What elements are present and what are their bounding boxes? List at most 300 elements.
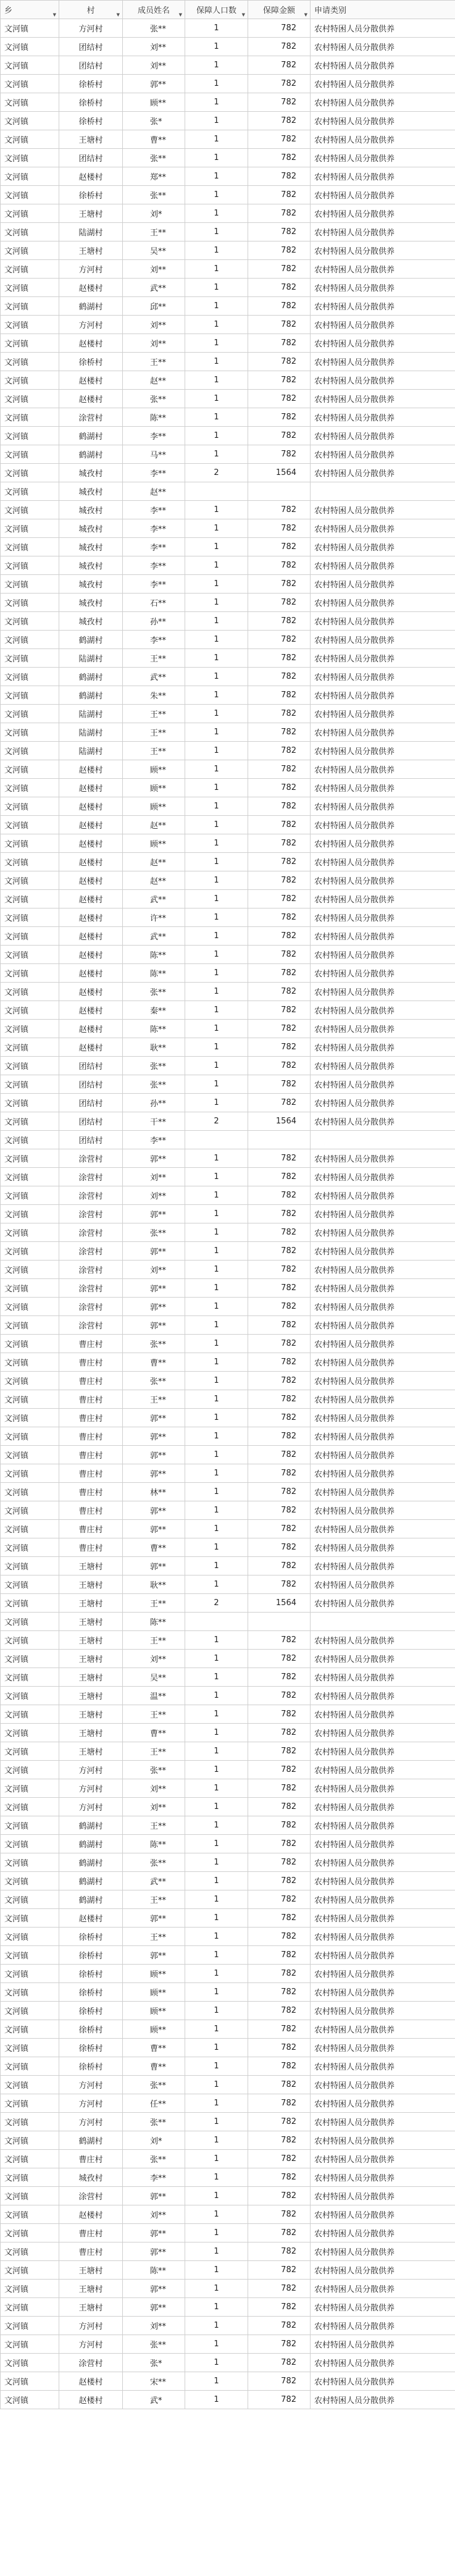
cell-amount[interactable]: 782 [248,890,311,908]
cell-covered-persons[interactable]: 1 [185,705,248,723]
cell-covered-persons[interactable]: 1 [185,297,248,316]
cell-amount[interactable]: 782 [248,816,311,834]
cell-township[interactable]: 文河镇 [1,2020,59,2039]
cell-category[interactable]: 农村特困人员分散供养 [311,1742,455,1761]
cell-member-name[interactable]: 李** [123,556,185,575]
cell-member-name[interactable]: 孙** [123,1094,185,1112]
cell-member-name[interactable]: 顾** [123,779,185,797]
cell-village[interactable]: 涂营村 [59,1279,123,1298]
cell-member-name[interactable]: 王** [123,1631,185,1650]
cell-township[interactable]: 文河镇 [1,2372,59,2391]
cell-village[interactable]: 王塘村 [59,1724,123,1742]
cell-category[interactable]: 农村特困人员分散供养 [311,1298,455,1316]
cell-member-name[interactable]: 刘** [123,1261,185,1279]
cell-amount[interactable]: 782 [248,56,311,75]
cell-member-name[interactable]: 干** [123,1112,185,1131]
cell-township[interactable]: 文河镇 [1,1594,59,1613]
cell-covered-persons[interactable]: 1 [185,1205,248,1223]
cell-member-name[interactable]: 陈** [123,964,185,983]
cell-village[interactable]: 城孜村 [59,464,123,482]
cell-member-name[interactable]: 赵** [123,871,185,890]
cell-covered-persons[interactable]: 1 [185,983,248,1001]
cell-category[interactable]: 农村特困人员分散供养 [311,1390,455,1409]
cell-amount[interactable]: 782 [248,705,311,723]
cell-member-name[interactable]: 王** [123,705,185,723]
cell-village[interactable]: 城孜村 [59,2168,123,2187]
cell-village[interactable]: 王塘村 [59,204,123,223]
cell-amount[interactable]: 782 [248,1094,311,1112]
cell-amount[interactable]: 782 [248,279,311,297]
cell-category[interactable]: 农村特困人员分散供养 [311,2113,455,2131]
cell-member-name[interactable]: 顾** [123,93,185,112]
cell-amount[interactable]: 782 [248,2205,311,2224]
cell-member-name[interactable]: 郭** [123,2224,185,2242]
cell-village[interactable]: 王塘村 [59,130,123,149]
cell-covered-persons[interactable]: 1 [185,1687,248,1705]
cell-covered-persons[interactable]: 1 [185,797,248,816]
cell-amount[interactable]: 782 [248,1705,311,1724]
cell-category[interactable]: 农村特困人员分散供养 [311,686,455,705]
cell-member-name[interactable]: 顾** [123,1983,185,2002]
cell-covered-persons[interactable]: 1 [185,427,248,445]
cell-village[interactable]: 王塘村 [59,1742,123,1761]
cell-member-name[interactable]: 刘* [123,2131,185,2150]
cell-amount[interactable]: 782 [248,2242,311,2261]
cell-member-name[interactable]: 朱** [123,686,185,705]
cell-township[interactable]: 文河镇 [1,482,59,501]
cell-village[interactable]: 方河村 [59,1798,123,1816]
cell-amount[interactable] [248,482,311,501]
cell-category[interactable]: 农村特困人员分散供养 [311,983,455,1001]
cell-member-name[interactable]: 张** [123,983,185,1001]
cell-covered-persons[interactable]: 1 [185,167,248,186]
cell-amount[interactable]: 782 [248,408,311,427]
cell-amount[interactable]: 782 [248,93,311,112]
cell-covered-persons[interactable]: 1 [185,834,248,853]
cell-village[interactable]: 曹庄村 [59,1483,123,1501]
cell-member-name[interactable]: 赵** [123,482,185,501]
cell-township[interactable]: 文河镇 [1,890,59,908]
cell-member-name[interactable]: 曹** [123,2057,185,2076]
cell-covered-persons[interactable]: 1 [185,186,248,204]
cell-amount[interactable]: 782 [248,556,311,575]
cell-covered-persons[interactable]: 1 [185,501,248,519]
cell-covered-persons[interactable]: 1 [185,538,248,556]
cell-township[interactable]: 文河镇 [1,371,59,390]
cell-category[interactable]: 农村特困人员分散供养 [311,2317,455,2335]
cell-member-name[interactable]: 刘** [123,38,185,56]
cell-category[interactable]: 农村特困人员分散供养 [311,2131,455,2150]
cell-township[interactable]: 文河镇 [1,149,59,167]
cell-covered-persons[interactable]: 1 [185,1298,248,1316]
cell-township[interactable]: 文河镇 [1,93,59,112]
cell-covered-persons[interactable]: 1 [185,2057,248,2076]
cell-township[interactable]: 文河镇 [1,334,59,353]
cell-member-name[interactable]: 刘* [123,204,185,223]
cell-village[interactable]: 城孜村 [59,519,123,538]
cell-village[interactable]: 王塘村 [59,1668,123,1687]
cell-member-name[interactable]: 李** [123,427,185,445]
cell-amount[interactable]: 782 [248,1205,311,1223]
cell-covered-persons[interactable]: 1 [185,1983,248,2002]
cell-village[interactable]: 城孜村 [59,482,123,501]
cell-township[interactable]: 文河镇 [1,2354,59,2372]
cell-village[interactable]: 徐桥村 [59,2039,123,2057]
filter-dropdown-icon[interactable]: ▼ [52,12,56,17]
cell-village[interactable]: 城孜村 [59,594,123,612]
cell-township[interactable]: 文河镇 [1,1835,59,1853]
cell-member-name[interactable]: 王** [123,742,185,760]
cell-covered-persons[interactable]: 1 [185,1779,248,1798]
cell-member-name[interactable]: 温** [123,1687,185,1705]
cell-village[interactable]: 王塘村 [59,1687,123,1705]
cell-village[interactable]: 徐桥村 [59,1983,123,2002]
cell-member-name[interactable]: 郭** [123,2280,185,2298]
cell-covered-persons[interactable]: 1 [185,1668,248,1687]
cell-covered-persons[interactable]: 1 [185,19,248,38]
cell-township[interactable]: 文河镇 [1,927,59,946]
cell-township[interactable]: 文河镇 [1,964,59,983]
cell-covered-persons[interactable]: 1 [185,316,248,334]
cell-member-name[interactable]: 郭** [123,1909,185,1928]
cell-covered-persons[interactable]: 1 [185,1724,248,1742]
cell-amount[interactable]: 782 [248,2020,311,2039]
cell-township[interactable]: 文河镇 [1,204,59,223]
cell-member-name[interactable]: 李** [123,519,185,538]
cell-township[interactable]: 文河镇 [1,1798,59,1816]
cell-category[interactable]: 农村特困人员分散供养 [311,1094,455,1112]
cell-amount[interactable]: 782 [248,1631,311,1650]
column-header-amount[interactable]: 保障金额 ▼ [248,1,311,19]
cell-village[interactable]: 赵楼村 [59,1001,123,1020]
cell-village[interactable]: 王塘村 [59,1594,123,1613]
cell-township[interactable]: 文河镇 [1,1427,59,1446]
cell-member-name[interactable]: 赵** [123,371,185,390]
cell-township[interactable]: 文河镇 [1,1705,59,1724]
cell-covered-persons[interactable]: 1 [185,1742,248,1761]
cell-category[interactable]: 农村特困人员分散供养 [311,1687,455,1705]
cell-covered-persons[interactable]: 1 [185,1168,248,1186]
cell-township[interactable]: 文河镇 [1,1872,59,1890]
cell-village[interactable]: 鹤湖村 [59,445,123,464]
cell-amount[interactable]: 782 [248,1668,311,1687]
cell-covered-persons[interactable]: 1 [185,2187,248,2205]
cell-covered-persons[interactable]: 1 [185,1705,248,1724]
cell-township[interactable]: 文河镇 [1,2298,59,2317]
cell-township[interactable]: 文河镇 [1,2335,59,2354]
cell-amount[interactable]: 782 [248,1057,311,1075]
cell-amount[interactable]: 782 [248,2224,311,2242]
cell-township[interactable]: 文河镇 [1,1242,59,1261]
filter-dropdown-icon[interactable]: ▼ [304,12,307,17]
cell-village[interactable]: 曹庄村 [59,1464,123,1483]
cell-member-name[interactable]: 马** [123,445,185,464]
cell-township[interactable]: 文河镇 [1,2205,59,2224]
cell-village[interactable]: 赵楼村 [59,2205,123,2224]
cell-member-name[interactable]: 刘** [123,1798,185,1816]
cell-amount[interactable]: 782 [248,1816,311,1835]
cell-village[interactable]: 团结村 [59,1075,123,1094]
cell-category[interactable]: 农村特困人员分散供养 [311,204,455,223]
cell-township[interactable]: 文河镇 [1,1501,59,1520]
cell-category[interactable]: 农村特困人员分散供养 [311,1075,455,1094]
cell-amount[interactable]: 782 [248,427,311,445]
cell-township[interactable]: 文河镇 [1,1001,59,1020]
cell-township[interactable]: 文河镇 [1,723,59,742]
cell-member-name[interactable]: 郭** [123,1427,185,1446]
cell-covered-persons[interactable]: 1 [185,1761,248,1779]
cell-village[interactable]: 鹤湖村 [59,668,123,686]
cell-category[interactable]: 农村特困人员分散供养 [311,612,455,631]
cell-village[interactable]: 陆湖村 [59,223,123,241]
cell-member-name[interactable]: 郭** [123,1464,185,1483]
cell-covered-persons[interactable]: 1 [185,890,248,908]
cell-member-name[interactable]: 李** [123,631,185,649]
cell-amount[interactable]: 782 [248,1983,311,2002]
cell-township[interactable]: 文河镇 [1,1909,59,1928]
cell-township[interactable]: 文河镇 [1,908,59,927]
cell-township[interactable]: 文河镇 [1,1390,59,1409]
cell-amount[interactable]: 782 [248,297,311,316]
cell-village[interactable]: 团结村 [59,38,123,56]
cell-township[interactable]: 文河镇 [1,816,59,834]
cell-township[interactable]: 文河镇 [1,1687,59,1705]
cell-covered-persons[interactable]: 1 [185,742,248,760]
cell-village[interactable]: 涂营村 [59,1298,123,1316]
cell-member-name[interactable]: 陈** [123,1613,185,1631]
cell-covered-persons[interactable]: 1 [185,668,248,686]
cell-covered-persons[interactable]: 1 [185,1427,248,1446]
cell-member-name[interactable]: 郭** [123,1501,185,1520]
cell-village[interactable]: 徐桥村 [59,353,123,371]
cell-category[interactable]: 农村特困人员分散供养 [311,2057,455,2076]
filter-dropdown-icon[interactable]: ▼ [178,12,182,17]
cell-category[interactable]: 农村特困人员分散供养 [311,834,455,853]
cell-category[interactable]: 农村特困人员分散供养 [311,1372,455,1390]
cell-village[interactable]: 涂营村 [59,1316,123,1335]
cell-member-name[interactable]: 王** [123,1742,185,1761]
cell-category[interactable]: 农村特困人员分散供养 [311,390,455,408]
cell-category[interactable]: 农村特困人员分散供养 [311,241,455,260]
cell-covered-persons[interactable]: 1 [185,2335,248,2354]
cell-category[interactable]: 农村特困人员分散供养 [311,1501,455,1520]
cell-category[interactable]: 农村特困人员分散供养 [311,2335,455,2354]
cell-township[interactable]: 文河镇 [1,2002,59,2020]
cell-amount[interactable]: 782 [248,1168,311,1186]
cell-member-name[interactable]: 刘** [123,260,185,279]
cell-amount[interactable]: 782 [248,1761,311,1779]
cell-covered-persons[interactable]: 1 [185,575,248,594]
cell-township[interactable]: 文河镇 [1,612,59,631]
cell-member-name[interactable]: 李** [123,1131,185,1149]
cell-category[interactable]: 农村特困人员分散供养 [311,1724,455,1742]
cell-category[interactable]: 农村特困人员分散供养 [311,1816,455,1835]
cell-member-name[interactable]: 郭** [123,1409,185,1427]
cell-covered-persons[interactable]: 1 [185,2002,248,2020]
cell-category[interactable]: 农村特困人员分散供养 [311,797,455,816]
cell-village[interactable]: 方河村 [59,2076,123,2094]
cell-covered-persons[interactable]: 1 [185,1223,248,1242]
cell-amount[interactable]: 782 [248,1446,311,1464]
cell-member-name[interactable]: 陈** [123,408,185,427]
cell-village[interactable]: 鹤湖村 [59,297,123,316]
cell-category[interactable]: 农村特困人员分散供养 [311,1650,455,1668]
cell-member-name[interactable]: 顾** [123,1965,185,1983]
cell-member-name[interactable]: 王** [123,1816,185,1835]
cell-township[interactable]: 文河镇 [1,538,59,556]
cell-amount[interactable]: 782 [248,390,311,408]
cell-township[interactable]: 文河镇 [1,1094,59,1112]
cell-covered-persons[interactable]: 1 [185,1057,248,1075]
cell-category[interactable]: 农村特困人员分散供养 [311,631,455,649]
cell-member-name[interactable]: 张** [123,1223,185,1242]
cell-township[interactable]: 文河镇 [1,1186,59,1205]
cell-village[interactable]: 王塘村 [59,1650,123,1668]
cell-village[interactable]: 曹庄村 [59,1335,123,1353]
cell-village[interactable]: 陆湖村 [59,742,123,760]
cell-covered-persons[interactable]: 1 [185,2224,248,2242]
cell-member-name[interactable]: 武** [123,279,185,297]
cell-category[interactable]: 农村特困人员分散供养 [311,1835,455,1853]
cell-member-name[interactable]: 郭** [123,75,185,93]
cell-township[interactable]: 文河镇 [1,1742,59,1761]
cell-category[interactable]: 农村特困人员分散供养 [311,760,455,779]
cell-village[interactable]: 赵楼村 [59,816,123,834]
cell-member-name[interactable]: 陈** [123,2261,185,2280]
cell-township[interactable]: 文河镇 [1,130,59,149]
cell-category[interactable]: 农村特困人员分散供养 [311,1353,455,1372]
cell-amount[interactable]: 782 [248,1890,311,1909]
cell-category[interactable]: 农村特困人员分散供养 [311,1057,455,1075]
cell-amount[interactable]: 782 [248,1279,311,1298]
cell-amount[interactable]: 782 [248,575,311,594]
cell-village[interactable]: 方河村 [59,2113,123,2131]
cell-village[interactable]: 徐桥村 [59,1928,123,1946]
cell-amount[interactable]: 782 [248,2298,311,2317]
cell-covered-persons[interactable]: 1 [185,1186,248,1205]
cell-category[interactable]: 农村特困人员分散供养 [311,1761,455,1779]
cell-member-name[interactable]: 宋** [123,2372,185,2391]
cell-member-name[interactable]: 孙** [123,612,185,631]
column-header-village[interactable]: 村 ▼ [59,1,123,19]
cell-member-name[interactable]: 张** [123,1075,185,1094]
cell-member-name[interactable]: 邱** [123,297,185,316]
cell-village[interactable]: 团结村 [59,1112,123,1131]
cell-category[interactable]: 农村特困人员分散供养 [311,2020,455,2039]
column-header-township[interactable]: 乡 ▼ [1,1,59,19]
cell-village[interactable]: 鹤湖村 [59,1835,123,1853]
cell-category[interactable] [311,1613,455,1631]
cell-amount[interactable]: 782 [248,1538,311,1557]
cell-amount[interactable]: 782 [248,1501,311,1520]
cell-village[interactable]: 曹庄村 [59,1501,123,1520]
cell-member-name[interactable]: 张** [123,2113,185,2131]
cell-township[interactable]: 文河镇 [1,1446,59,1464]
cell-covered-persons[interactable]: 1 [185,1372,248,1390]
cell-township[interactable]: 文河镇 [1,2317,59,2335]
cell-member-name[interactable]: 郭** [123,2187,185,2205]
cell-member-name[interactable]: 曹** [123,1353,185,1372]
cell-township[interactable]: 文河镇 [1,668,59,686]
cell-member-name[interactable]: 陈** [123,946,185,964]
cell-member-name[interactable]: 张** [123,1853,185,1872]
cell-category[interactable]: 农村特困人员分散供养 [311,19,455,38]
cell-covered-persons[interactable]: 1 [185,149,248,167]
cell-covered-persons[interactable]: 1 [185,2298,248,2317]
cell-member-name[interactable]: 耿** [123,1575,185,1594]
cell-category[interactable]: 农村特困人员分散供养 [311,2354,455,2372]
cell-member-name[interactable]: 刘** [123,1650,185,1668]
cell-category[interactable]: 农村特困人员分散供养 [311,2242,455,2261]
cell-category[interactable]: 农村特困人员分散供养 [311,279,455,297]
cell-member-name[interactable]: 郭** [123,1242,185,1261]
cell-covered-persons[interactable]: 1 [185,2317,248,2335]
cell-member-name[interactable]: 郭** [123,1298,185,1316]
cell-category[interactable]: 农村特困人员分散供养 [311,1168,455,1186]
cell-covered-persons[interactable]: 1 [185,1909,248,1928]
cell-member-name[interactable]: 许** [123,908,185,927]
cell-amount[interactable]: 782 [248,2354,311,2372]
cell-village[interactable]: 涂营村 [59,2187,123,2205]
cell-village[interactable]: 涂营村 [59,1149,123,1168]
cell-township[interactable]: 文河镇 [1,1761,59,1779]
cell-township[interactable]: 文河镇 [1,1075,59,1094]
cell-amount[interactable]: 782 [248,538,311,556]
cell-township[interactable]: 文河镇 [1,1020,59,1038]
cell-amount[interactable]: 782 [248,371,311,390]
cell-category[interactable]: 农村特困人员分散供养 [311,1335,455,1353]
cell-member-name[interactable]: 武** [123,890,185,908]
cell-category[interactable]: 农村特困人员分散供养 [311,334,455,353]
cell-member-name[interactable]: 刘** [123,2317,185,2335]
cell-amount[interactable]: 782 [248,1186,311,1205]
cell-category[interactable]: 农村特困人员分散供养 [311,445,455,464]
cell-amount[interactable]: 782 [248,1575,311,1594]
cell-category[interactable]: 农村特困人员分散供养 [311,316,455,334]
cell-member-name[interactable]: 任** [123,2094,185,2113]
cell-covered-persons[interactable]: 1 [185,686,248,705]
cell-category[interactable]: 农村特困人员分散供养 [311,408,455,427]
cell-township[interactable]: 文河镇 [1,260,59,279]
cell-township[interactable]: 文河镇 [1,501,59,519]
cell-township[interactable]: 文河镇 [1,38,59,56]
cell-amount[interactable]: 782 [248,1298,311,1316]
cell-village[interactable]: 方河村 [59,1761,123,1779]
cell-covered-persons[interactable]: 1 [185,2242,248,2261]
cell-village[interactable]: 团结村 [59,1057,123,1075]
cell-village[interactable]: 徐桥村 [59,2020,123,2039]
cell-category[interactable]: 农村特困人员分散供养 [311,1668,455,1687]
cell-covered-persons[interactable]: 1 [185,1575,248,1594]
cell-covered-persons[interactable]: 1 [185,2391,248,2409]
cell-covered-persons[interactable]: 1 [185,2113,248,2131]
cell-village[interactable]: 曹庄村 [59,2224,123,2242]
cell-village[interactable]: 方河村 [59,2335,123,2354]
cell-member-name[interactable]: 顾** [123,797,185,816]
cell-category[interactable]: 农村特困人员分散供养 [311,1186,455,1205]
cell-amount[interactable]: 782 [248,779,311,797]
cell-village[interactable]: 陆湖村 [59,649,123,668]
cell-covered-persons[interactable]: 1 [185,1316,248,1335]
cell-village[interactable]: 涂营村 [59,1205,123,1223]
cell-category[interactable]: 农村特困人员分散供养 [311,779,455,797]
cell-covered-persons[interactable]: 1 [185,1798,248,1816]
cell-township[interactable]: 文河镇 [1,1779,59,1798]
cell-member-name[interactable]: 郭** [123,1205,185,1223]
cell-township[interactable]: 文河镇 [1,1946,59,1965]
cell-covered-persons[interactable]: 1 [185,1650,248,1668]
cell-township[interactable]: 文河镇 [1,2094,59,2113]
